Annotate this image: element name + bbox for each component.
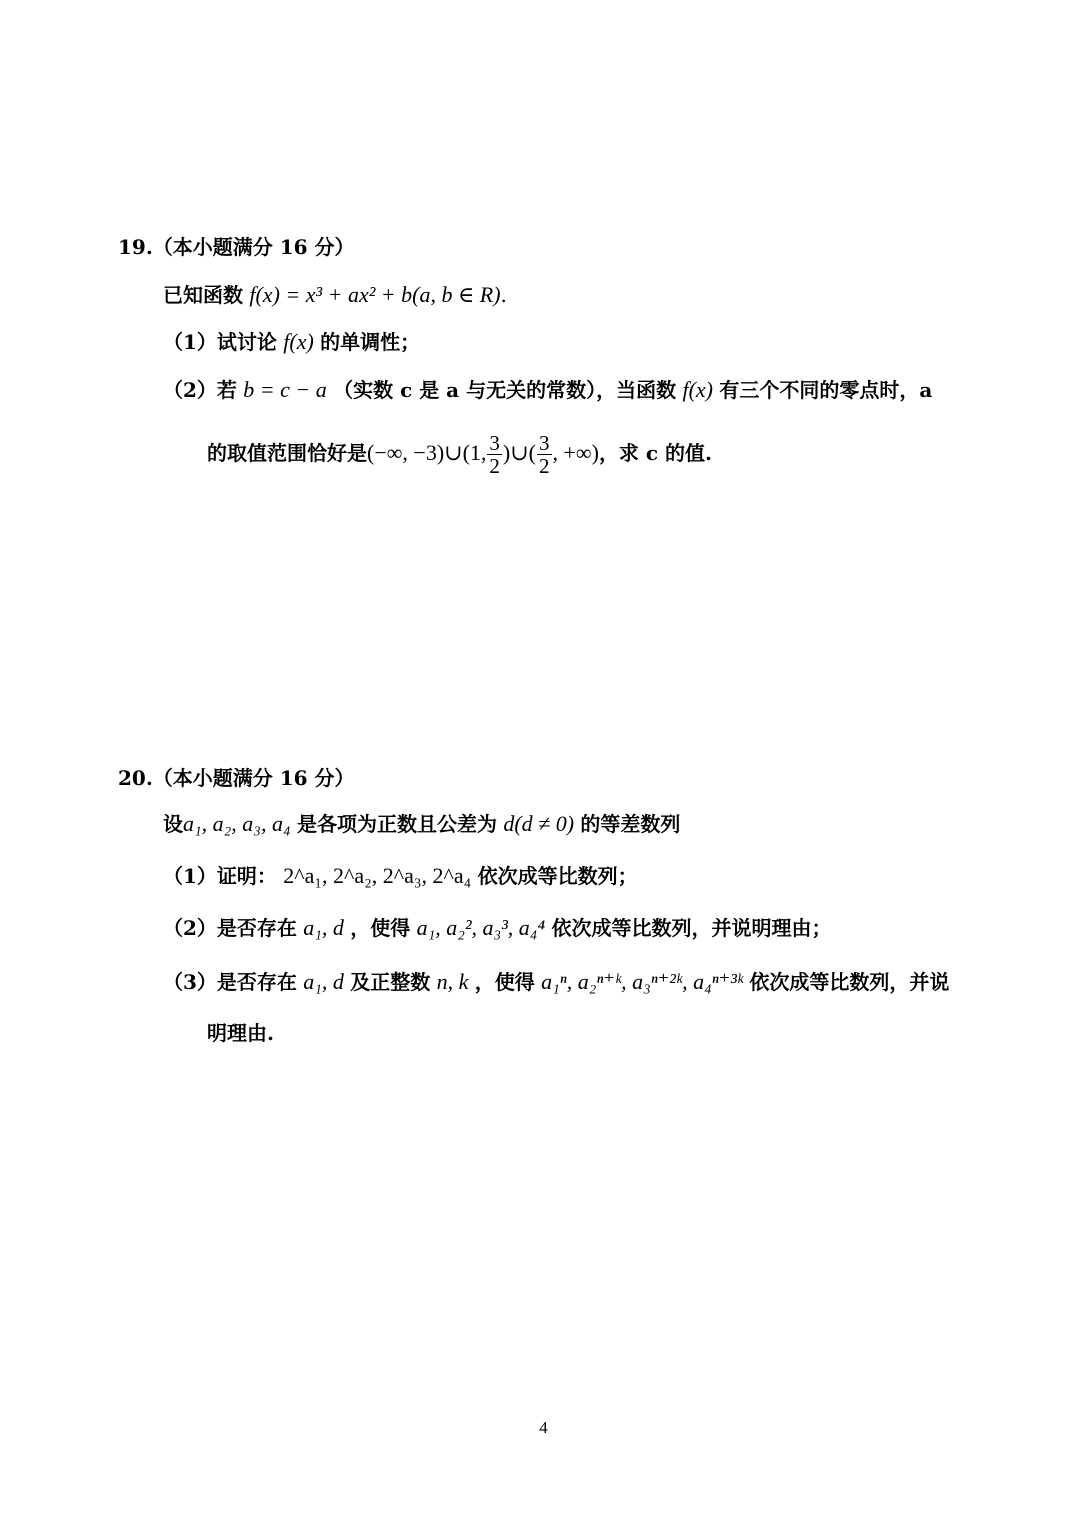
q19-part1-number: （1） [163, 330, 217, 354]
q20-part3-formula2: n, k [436, 969, 469, 994]
q20-part1-number: （1） [163, 864, 217, 888]
q20-intro-text2: 的等差数列 [580, 812, 681, 836]
q19-range-end: ，求 c 的值. [598, 441, 713, 465]
q19-range-c: , +∞) [552, 440, 599, 465]
q19-range-label: 的取值范围恰好是 [207, 441, 367, 465]
q20-intro-prefix: 设 [163, 812, 183, 836]
q19-part2 [163, 376, 932, 404]
q19-intro-formula: f(x) = x³ + ax² + b(a, b ∈ R) [249, 282, 501, 307]
q20-intro-formula: a₁, a₂, a₃, a₄ [183, 811, 291, 836]
q20-part2-text-c: 依次成等比数列，并说明理由； [551, 916, 832, 940]
q19-header: 19.（本小题满分 16 分） [118, 235, 355, 259]
q19-part2-formula: b = c − a [243, 377, 327, 402]
q20-part2-text-b: ，使得 [350, 916, 411, 940]
q20-part1-text-b: 依次成等比数列； [477, 864, 638, 888]
q20-part3-number: （3） [163, 970, 217, 994]
q19-intro-prefix: 已知函数 [163, 283, 243, 307]
q20-part1 [163, 862, 638, 890]
q20-part3 [163, 968, 949, 996]
q20-part3-text-a: 是否存在 [216, 970, 297, 994]
q19-part1 [163, 328, 420, 356]
q19-part1-text-a: 试讨论 [216, 330, 277, 354]
q19-part2-range [207, 428, 712, 478]
q19-part2-text-c: 有三个不同的零点时，a [719, 378, 933, 402]
q20-intro-text: 是各项为正数且公差为 [296, 812, 497, 836]
q19-part2-number: （2） [163, 378, 217, 402]
q19-intro: 已知函数 f(x) = x³ + ax² + b(a, b ∈ R). [163, 282, 507, 307]
q19-fraction-1: $\frac{3}{2}$ [489, 431, 500, 478]
q20-part2 [163, 914, 831, 942]
q19-part2-formula2: f(x) [682, 377, 713, 402]
q20-part1-text-a: 证明： [216, 864, 277, 888]
q20-part3-line2: 明理由. [207, 1021, 274, 1045]
q20-part1-formula: 2^a₁, 2^a₂, 2^a₃, 2^a₄ [283, 863, 472, 888]
page-number: 4 [539, 1418, 548, 1437]
q20-part2-text-a: 是否存在 [216, 916, 297, 940]
q20-part3-text-b: 及正整数 [350, 970, 431, 994]
q20-intro [163, 810, 680, 838]
q20-part2-formula: a₁, d [303, 915, 344, 940]
q20-header: 20.（本小题满分 16 分） [118, 766, 355, 790]
q20-part3-formula: a₁, d [303, 969, 344, 994]
q20-part3-text-c: ，使得 [474, 970, 535, 994]
q19-range-a: (−∞, −3)∪(1, [367, 440, 487, 465]
q19-part1-formula: f(x) [283, 329, 314, 354]
q19-range-b: )∪( [502, 440, 537, 465]
q19-part1-text-b: 的单调性； [320, 330, 421, 354]
q19-fraction-2: $\frac{3}{2}$ [539, 431, 550, 478]
q19-part2-text-a: 若 [216, 378, 237, 402]
q20-part2-number: （2） [163, 916, 217, 940]
q20-part3-formula3: a₁ⁿ, a₂ⁿ⁺ᵏ, a₃ⁿ⁺²ᵏ, a₄ⁿ⁺³ᵏ [541, 969, 744, 994]
q19-part2-text-b: （实数 c 是 a 与无关的常数），当函数 [333, 378, 677, 402]
q20-intro-formula2: d(d ≠ 0) [503, 811, 575, 836]
q20-part2-formula2: a₁, a₂², a₃³, a₄⁴ [416, 915, 546, 940]
q20-part3-text-d: 依次成等比数列，并说 [749, 970, 950, 994]
